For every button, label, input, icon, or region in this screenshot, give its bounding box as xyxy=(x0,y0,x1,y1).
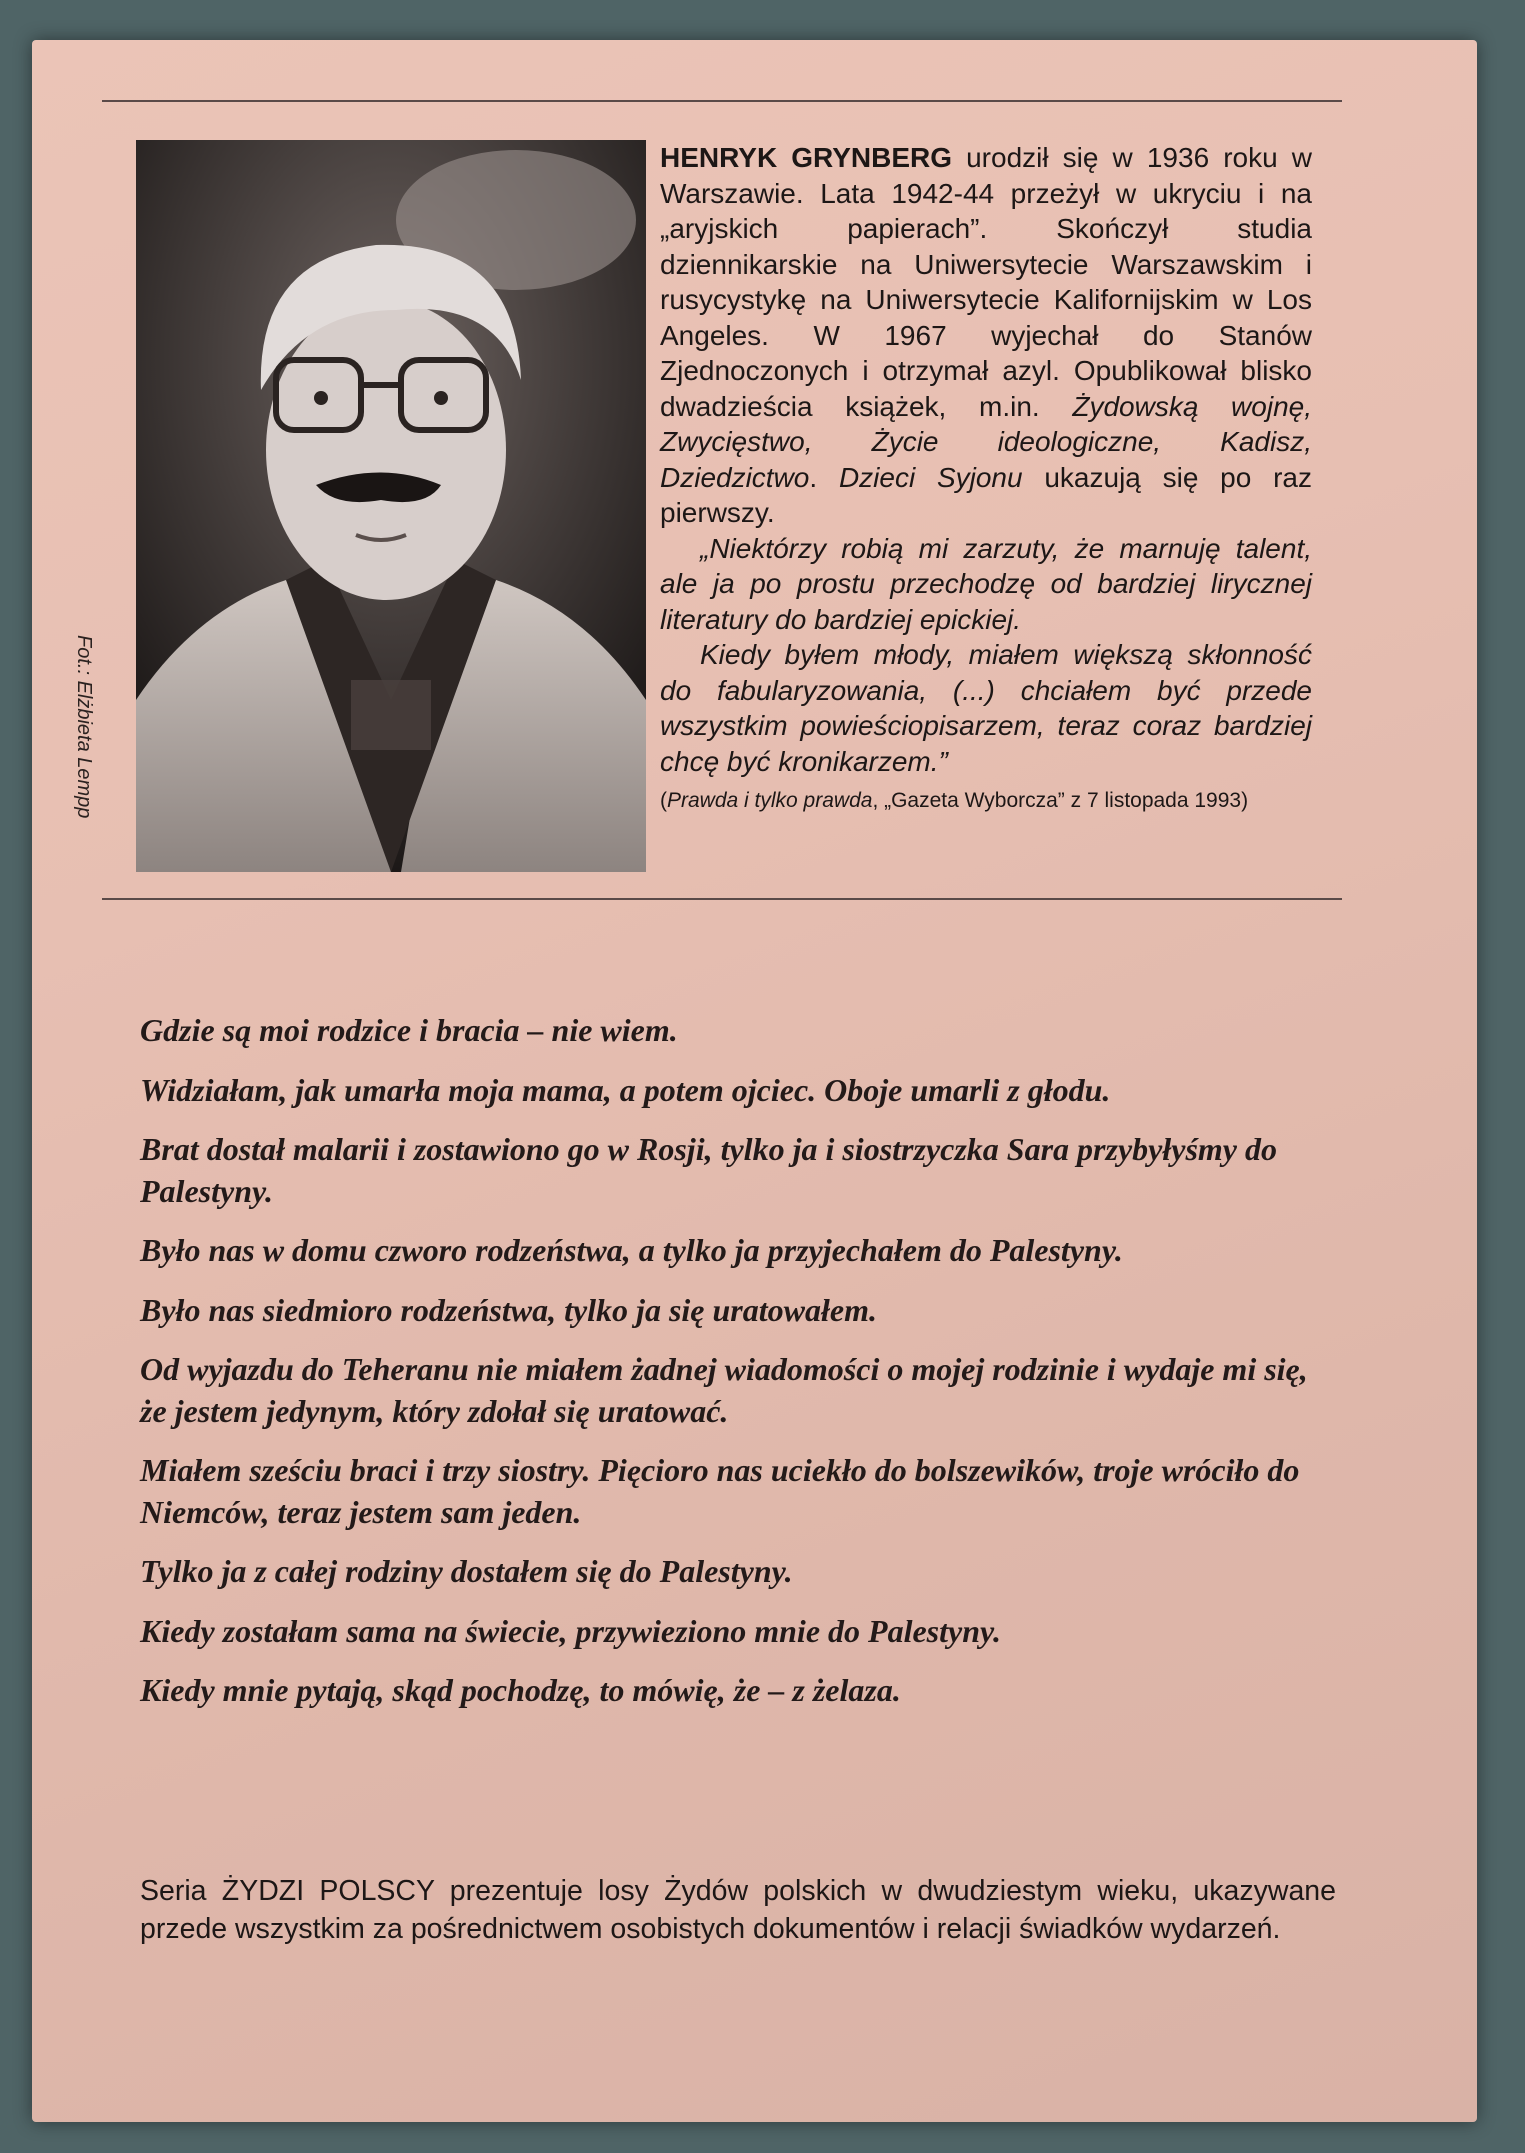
testimony-item: Gdzie są moi rodzice i bracia – nie wiem. xyxy=(140,1012,678,1048)
biography-paragraph: HENRYK GRYNBERG urodził się w 1936 roku w Warszawie. Lata 1942-44 przeżył w ukryciu i na „aryjskich papierach”. Skończył studia dziennikarskie na Uniwersytecie Warszawskim i rusycystykę na Uniwersytecie Kalifornijskim w Los Angeles. W 1967 wyjechał do Stanów Zjednoczonych i otrzymał azyl. Opublikował blisko dwadzieścia książek, m.in. Żydowską wojnę, Zwycięstwo, Życie ideologiczne, Kadisz, Dziedzictwo. Dzieci Syjonu ukazują się po raz pierwszy. xyxy=(660,142,1312,528)
biography-works-list: Żydowską wojnę, Zwycięstwo, Życie ideologiczne, Kadisz, Dziedzictwo xyxy=(660,390,1312,493)
middle-divider xyxy=(102,898,1342,900)
testimony-item: Miałem sześciu braci i trzy siostry. Pięcioro nas uciekło do bolszewików, troje wróciło do Niemców, teraz jestem sam jeden. xyxy=(140,1452,1300,1530)
author-name: HENRYK GRYNBERG xyxy=(660,142,953,173)
top-divider xyxy=(102,100,1342,102)
biography-outro: ukazują się po raz pierwszy. xyxy=(660,461,1312,528)
author-portrait-image xyxy=(136,140,646,872)
testimony-item: Tylko ja z całej rodziny dostałem się do Palestyny. xyxy=(140,1553,793,1589)
testimony-item: Kiedy mnie pytają, skąd pochodzę, to mówię, że – z żelaza. xyxy=(140,1672,901,1708)
author-quote-1: „Niektórzy robią mi zarzuty, że marnuję talent, ale ja po prostu przechodzę od bardziej lirycznej literatury do bardziej epickiej. xyxy=(660,532,1312,635)
testimony-item: Kiedy zostałam sama na świecie, przywieziono mnie do Palestyny. xyxy=(140,1612,1002,1649)
testimony-item: Od wyjazdu do Teheranu nie miałem żadnej wiadomości o mojej rodzinie i wydaje mi się, że jestem jedynym, który zdołał się uratować. xyxy=(140,1351,1308,1429)
biography-intro: urodził się w 1936 roku w Warszawie. Lata 1942-44 przeżył w ukryciu i na „aryjskich papierach”. Skończył studia dziennikarskie na Uniwersytecie Warszawskim i rusycystykę na Uniwersytecie Kalifornijskim w Los Angeles. W 1967 wyjechał do Stanów Zjednoczonych i otrzymał azyl. Opublikował blisko dwadzieścia książek, m.in. xyxy=(660,142,1312,422)
testimony-item: Było nas siedmioro rodzeństwa, tylko ja się uratowałem. xyxy=(140,1291,877,1328)
author-biography xyxy=(660,140,1312,817)
quote-source: (Prawda i tylko prawda, „Gazeta Wyborcza” z 7 listopada 1993) xyxy=(660,789,1249,812)
author-photo xyxy=(136,140,646,872)
series-description: Seria ŻYDZI POLSCY prezentuje losy Żydów polskich w dwudziestym wieku, ukazywane przede wszystkim za pośrednictwem osobistych dokumentów i relacji świadków wydarzeń. xyxy=(140,1875,1336,1945)
testimony-item: Było nas w domu czworo rodzeństwa, a tylko ja przyjechałem do Palestyny. xyxy=(140,1232,1123,1268)
quote-source-title: Prawda i tylko prawda xyxy=(667,789,873,812)
testimony-item: Brat dostał malarii i zostawiono go w Rosji, tylko ja i siostrzyczka Sara przybyłyśmy do Palestyny. xyxy=(140,1131,1277,1209)
testimony-item: Widziałam, jak umarła moja mama, a potem ojciec. Oboje umarli z głodu. xyxy=(140,1071,1111,1108)
photo-credit: Fot.: Elżbieta Lempp xyxy=(73,635,95,819)
biography-new-work: Dzieci Syjonu xyxy=(838,461,1023,493)
author-quote-2: Kiedy byłem młody, miałem większą skłonność do fabularyzowania, (...) chciałem być przede wszystkim powieściopisarzem, teraz coraz bardziej chcę być kronikarzem.” xyxy=(660,639,1312,777)
testimonies-list xyxy=(140,1010,1325,1730)
